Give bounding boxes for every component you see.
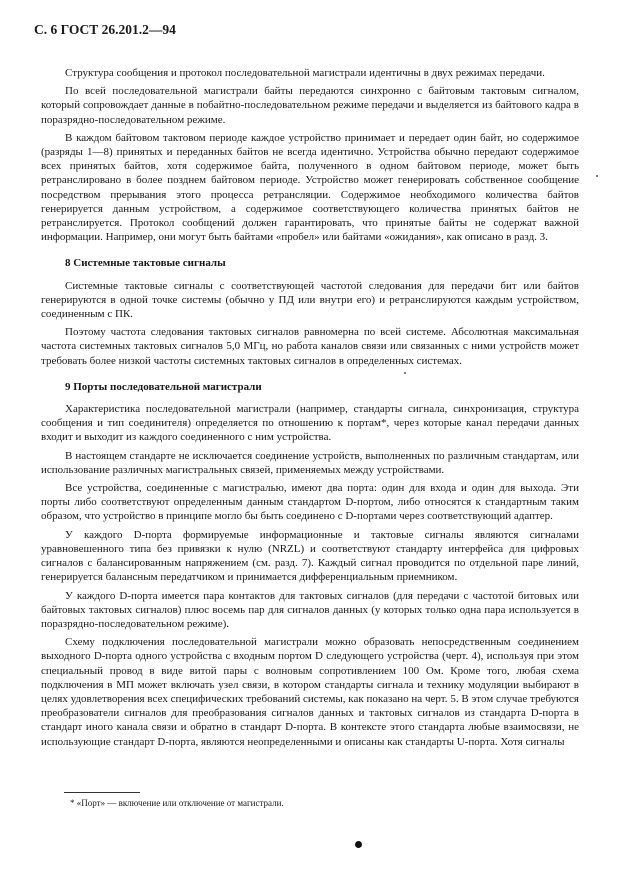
page-header: С. 6 ГОСТ 26.201.2—94	[34, 22, 176, 37]
document-body	[41, 66, 579, 753]
section-heading-8: 8 Системные тактовые сигналы	[65, 257, 226, 270]
paragraph: По всей последовательной магистрали байты передаются синхронно с байтовым тактовым сигналом, который сопровождает данные в побайтно-последовательном режиме передачи и выделяется из байтового кадра в поразрядно-последовательном режиме.	[41, 85, 579, 126]
section-heading-9: 9 Порты последовательной магистрали	[65, 380, 262, 393]
paragraph: Поэтому частота следования тактовых сигналов равномерна по всей системе. Абсолютная максимальная частота системных тактовых сигналов 5,0 МГц, но работа каналов связи или связанных с ними устройств может требовать более низкой частоты системных тактовых сигналов в определенных системах.	[41, 326, 579, 367]
paragraph: У каждого D-порта формируемые информационные и тактовые сигналы являются сигналами уравновешенного типа без привязки к нулю (NRZL) и соответствуют стандарту интерфейса для цифровых сигналов с балансированным напряжением (см. разд. 7). Каждый сигнал проводится по отдельной паре линий, генерируется балансным передатчиком и принимается дифференциальным приемником.	[41, 528, 579, 584]
scan-speck	[596, 175, 598, 177]
paragraph: В каждом байтовом тактовом периоде каждое устройство принимает и передает один байт, но содержимое (разряды 1—8) принятых и переданных байтов не всегда идентично. Устройства обычно передают содержимое всех принятых байтов, хотя содержимое байта, полученного в одном байтовом периоде, может быть ретранслировано в более позднем байтовом периоде. Устройство может генерировать собственное сообщение посредством прерывания этого процесса ретрансляции. Содержимое необходимого количества байтов генерируется данным устройством, а содержимое соответствующего количества принятых байтов не ретранслируется. Протокол сообщений должен гарантировать, что принятые байты не содержат важной информации. Например, они могут быть байтами «пробел» или байтами «ожидания», как описано в разд. 3.	[41, 131, 579, 244]
paragraph: У каждого D-порта имеется пара контактов для тактовых сигналов (для передачи с частотой битовых или байтовых тактовых сигналов) плюс восемь пар для сигналов данных (у которых только одна пара используется в поразрядно-последовательном режиме).	[41, 589, 579, 630]
paragraph: Системные тактовые сигналы с соответствующей частотой следования для передачи бит или байтов генерируются в одной точке системы (обычно у ПД или внутри его) и ретранслируются каждым устройством, соединенным с ПК.	[41, 279, 579, 321]
scan-speck	[404, 372, 406, 374]
paragraph: Все устройства, соединенные с магистралью, имеют два порта: один для входа и один для выхода. Эти порты либо соответствуют определенным данным стандартом D-портом, либо относятся к стандартным таким образом, что устройство в принципе могло бы быть соединено с D-портами через соответствующий адаптер.	[41, 482, 579, 523]
ink-dot	[355, 841, 362, 848]
paragraph: В настоящем стандарте не исключается соединение устройств, выполненных по различным стандартам, или использование различных магистральных связей, применяемых между устройствами.	[41, 449, 579, 476]
paragraph: Схему подключения последовательной магистрали можно образовать непосредственным соединением выходного D-порта одного устройства с входным портом D следующего устройства (черт. 4), используя при этом специальный провод в виде витой пары с волновым сопротивлением 100 Ом. Кроме того, любая схема подключения в МП может включать узел связи, в котором стандарты сигнала и технику модуляции выбирают в целях удовлетворения всех специфических требований системы, как показано на черт. 5. В этом случае требуются преобразователи сигналов для преобразования сигналов данных и тактовых сигналов из стандарта D-порта в стандарт иного канала связи и обратно в стандарт D-порта. В контексте этого стандарта любые взаимосвязи, не использующие стандарт D-порта, являются неопределенными и описаны как стандарты U-порта. Хотя сигналы	[41, 636, 579, 748]
paragraph: Структура сообщения и протокол последовательной магистрали идентичны в двух режимах передачи.	[65, 67, 545, 79]
footnote-divider	[64, 792, 140, 793]
paragraph: Характеристика последовательной магистрали (например, стандарты сигнала, синхронизация, структура сообщения и тип соединителя) определяется по отношению к портам*, через которые канал передачи данных входит и выходит из каждого соединенного с ним устройства.	[41, 403, 579, 444]
footnote: * «Порт» — включение или отключение от магистрали.	[70, 798, 284, 808]
